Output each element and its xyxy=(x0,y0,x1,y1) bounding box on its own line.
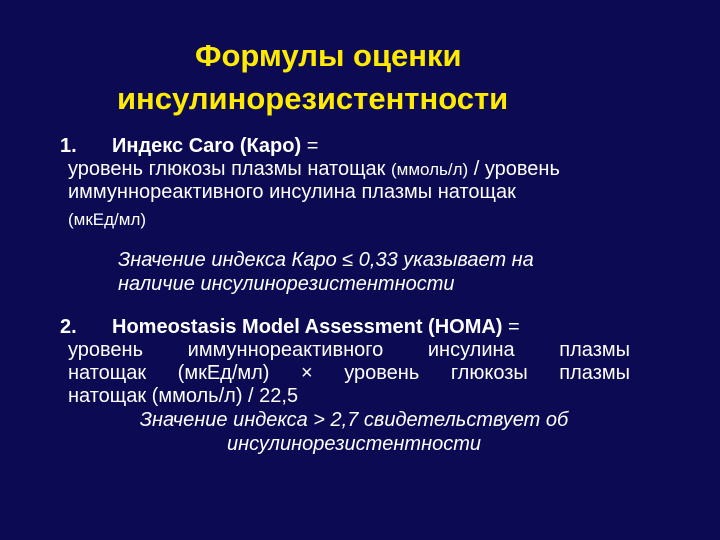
homa-interpretation xyxy=(124,408,584,456)
formula-caro-heading xyxy=(60,135,660,158)
formula-caro-line-3: (мкЕд/мл) xyxy=(68,210,147,229)
formula-homa-heading xyxy=(60,316,660,339)
caro-note-line-2: наличие инсулинорезистентности xyxy=(118,273,455,295)
formula-homa-line-1: уровень иммуннореактивного инсулина плазмы xyxy=(68,339,630,361)
slide-title xyxy=(40,34,680,120)
caro-interpretation xyxy=(118,248,534,296)
homa-note-line-1: Значение индекса > 2,7 свидетельствует об xyxy=(139,409,569,431)
formula-caro xyxy=(60,135,660,231)
formula-name: Homeostasis Model Assessment (HOMA) xyxy=(112,316,503,338)
caro-note-line-1: Значение индекса Каро ≤ 0,33 указывает на xyxy=(118,249,534,271)
formula-homa-line-3: натощак (ммоль/л) / 22,5 xyxy=(68,385,299,407)
title-line-2: инсулинорезистентности xyxy=(117,81,509,116)
formula-name: Индекс Caro (Каро) xyxy=(112,135,302,157)
item-number: 1. xyxy=(60,135,77,157)
item-number: 2. xyxy=(60,316,77,338)
formula-homa xyxy=(60,316,660,408)
homa-note-line-2: инсулинорезистентности xyxy=(226,433,481,455)
title-line-1: Формулы оценки xyxy=(195,38,462,73)
formula-homa-line-2: натощак (мкЕд/мл) × уровень глюкозы плазмы xyxy=(68,362,630,384)
equals-sign: = xyxy=(301,135,319,157)
formula-caro-line-1 xyxy=(60,158,660,181)
text-fragment: / уровень xyxy=(468,158,560,180)
unit-label: (ммоль/л) xyxy=(391,160,469,179)
equals-sign: = xyxy=(502,316,520,338)
formula-caro-line-2: иммуннореактивного инсулина плазмы натощак xyxy=(68,181,516,203)
text-fragment: уровень глюкозы плазмы натощак xyxy=(68,158,391,180)
